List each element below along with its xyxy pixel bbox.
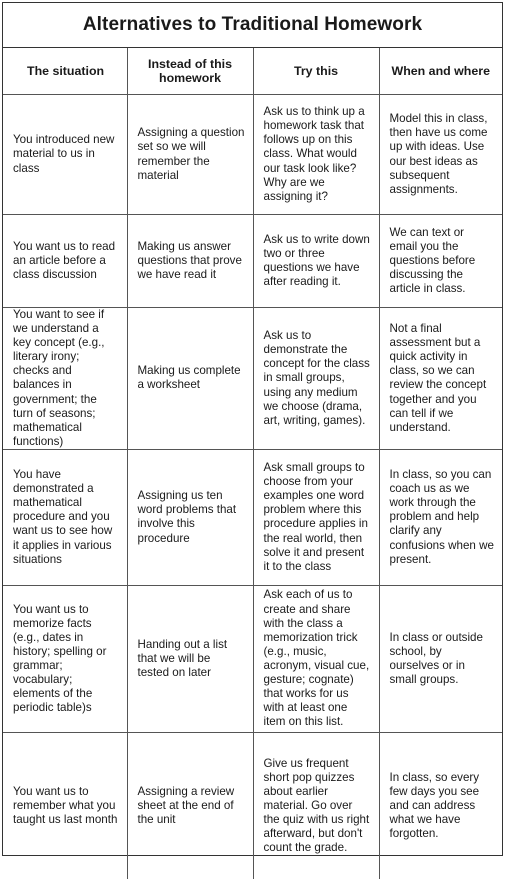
cell-try-this: Ask us to demonstrate the concept for the class in small groups, using any medium we choose (drama, art, writing, games).: [253, 308, 379, 450]
cell-instead: Assigning us ten word problems that involve this procedure: [127, 449, 253, 585]
cell-instead: Making us answer questions that prove we have read it: [127, 215, 253, 308]
cell-when-where: In class, so you can coach us as we work through the problem and help clarify any confusions when we present.: [379, 449, 502, 585]
cell-situation: You want us to memorize facts (e.g., dates in history; spelling or grammar; vocabulary; elements of the periodic table)s: [3, 585, 127, 732]
cell-situation: You want to see if we understand a key concept (e.g., literary irony; checks and balances in government; the turn of seasons; mathematical functions): [3, 308, 127, 450]
table-row: [3, 732, 502, 879]
header-try-this: Try this: [253, 48, 379, 95]
cell-when-where: In class or outside school, by ourselves or in small groups.: [379, 585, 502, 732]
cell-try-this: Ask small groups to choose from your examples one word problem where this procedure applies in the real world, then solve it and present it to the class: [253, 449, 379, 585]
table-row: [3, 308, 502, 450]
table-row: [3, 585, 502, 732]
cell-when-where: We can text or email you the questions before discussing the article in class.: [379, 215, 502, 308]
cell-instead: Handing out a list that we will be tested on later: [127, 585, 253, 732]
header-row: [3, 48, 502, 95]
table-row: [3, 95, 502, 215]
cell-try-this: Give us frequent short pop quizzes about earlier material. Go over the quiz with us right afterward, but don't count the grade.: [253, 732, 379, 879]
homework-alternatives-table-frame: [2, 2, 503, 856]
header-situation: The situation: [3, 48, 127, 95]
header-instead: Instead of this homework: [127, 48, 253, 95]
cell-instead: Making us complete a worksheet: [127, 308, 253, 450]
cell-try-this: Ask us to write down two or three questions we have after reading it.: [253, 215, 379, 308]
cell-when-where: Model this in class, then have us come up with ideas. Use our best ideas as subsequent assignments.: [379, 95, 502, 215]
cell-instead: Assigning a review sheet at the end of the unit: [127, 732, 253, 879]
table-title: Alternatives to Traditional Homework: [3, 3, 502, 48]
header-when-where: When and where: [379, 48, 502, 95]
cell-try-this: Ask us to think up a homework task that follows up on this class. What would our task look like? Why are we assigning it?: [253, 95, 379, 215]
cell-try-this: Ask each of us to create and share with the class a memorization trick (e.g., music, acronym, visual cue, gesture; cognate) that works for us with at least one item on this list.: [253, 585, 379, 732]
cell-situation: You introduced new material to us in class: [3, 95, 127, 215]
cell-when-where: In class, so every few days you see and can address what we have forgotten.: [389, 770, 480, 841]
table-row: [3, 215, 502, 308]
cell-situation: You have demonstrated a mathematical procedure and you want us to see how it applies in various situations: [3, 449, 127, 585]
table-row: [3, 449, 502, 585]
cell-when-where: Not a final assessment but a quick activity in class, so we can review the concept together and you can tell if we understand.: [379, 308, 502, 450]
cell-situation: You want us to remember what you taught us last month: [3, 732, 127, 879]
alternatives-table: [3, 48, 502, 879]
cell-instead: Assigning a question set so we will remember the material: [127, 95, 253, 215]
cell-situation: You want us to read an article before a class discussion: [3, 215, 127, 308]
